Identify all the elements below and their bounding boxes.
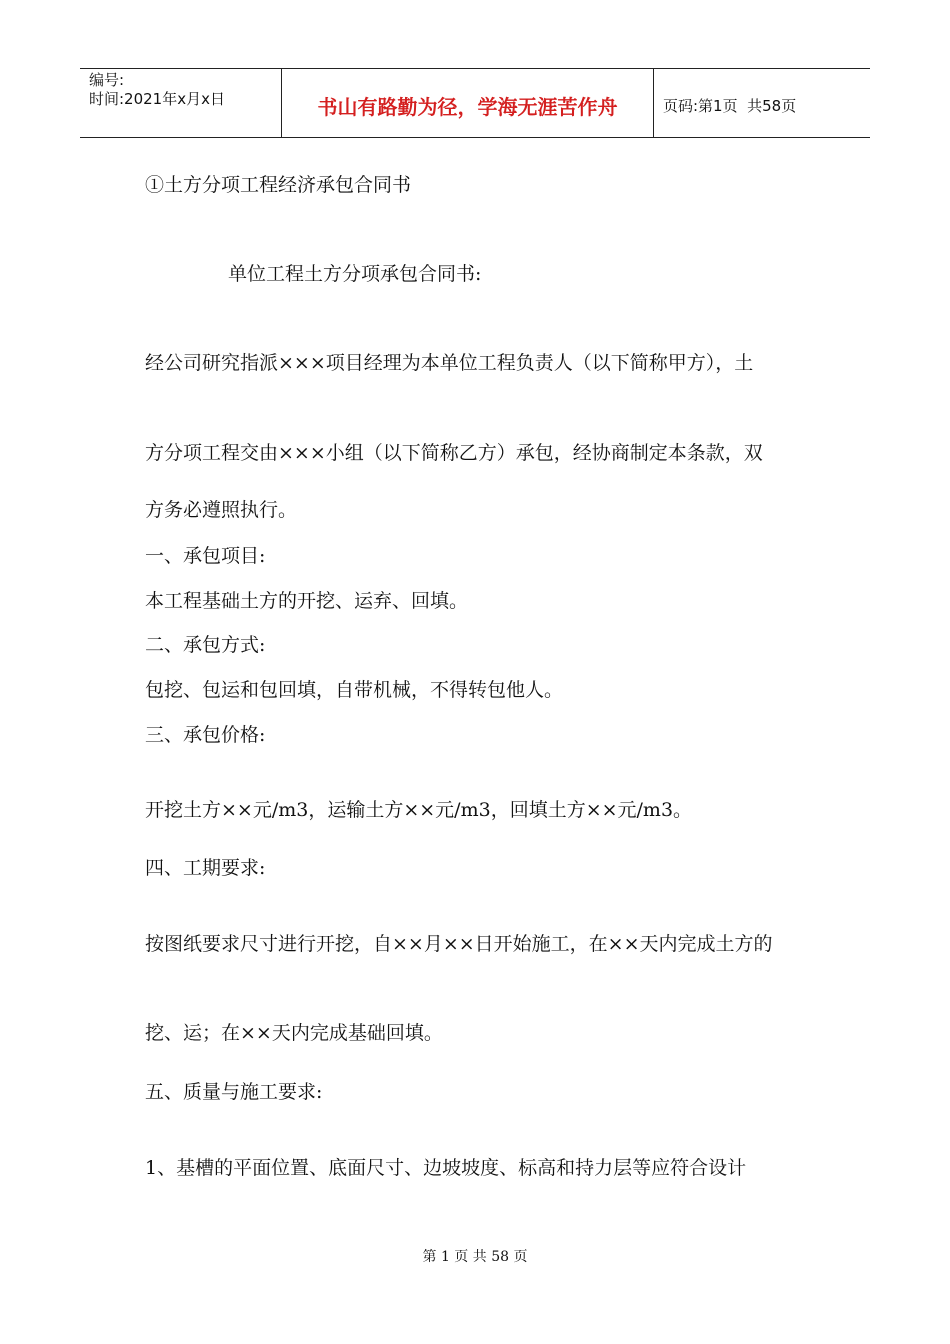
clause-heading: 一、承包项目: (145, 545, 266, 567)
document-number-label: 编号: (89, 71, 125, 89)
clause-heading: 三、承包价格: (145, 724, 266, 746)
page-footer: 第 1 页 共 58 页 (422, 1249, 528, 1265)
paragraph-line: 经公司研究指派×××项目经理为本单位工程负责人（以下简称甲方），土 (145, 352, 754, 374)
contract-title: 单位工程土方分项承包合同书: (228, 263, 482, 285)
paragraph-line: 挖、运；在××天内完成基础回填。 (145, 1022, 443, 1044)
header-page-info-cell (654, 69, 870, 137)
paragraph-line: 本工程基础土方的开挖、运弃、回填。 (145, 590, 469, 612)
header-meta-cell (80, 69, 282, 137)
paragraph-line: 方分项工程交由×××小组（以下简称乙方）承包，经协商制定本条款，双 (145, 442, 763, 464)
clause-heading: 五、质量与施工要求: (145, 1081, 323, 1103)
header-page-info: 页码:第1页 共58页 (663, 96, 797, 115)
document-time-label: 时间:2021年x月x日 (89, 90, 225, 108)
clause-heading: 二、承包方式: (145, 634, 266, 656)
paragraph-line: 方务必遵照执行。 (145, 499, 298, 521)
document-header (80, 68, 870, 138)
paragraph-line: 开挖土方××元/m3，运输土方××元/m3，回填土方××元/m3。 (145, 799, 693, 821)
paragraph-line: 1、基槽的平面位置、底面尺寸、边坡坡度、标高和持力层等应符合设计 (145, 1157, 747, 1179)
paragraph-line: 按图纸要求尺寸进行开挖，自××月××日开始施工，在××天内完成土方的 (145, 933, 773, 955)
clause-heading: 四、工期要求: (145, 857, 266, 879)
section-title: ①土方分项工程经济承包合同书 (145, 174, 412, 196)
header-motto: 书山有路勤为径，学海无涯苦作舟 (282, 69, 654, 137)
paragraph-line: 包挖、包运和包回填，自带机械，不得转包他人。 (145, 679, 564, 701)
